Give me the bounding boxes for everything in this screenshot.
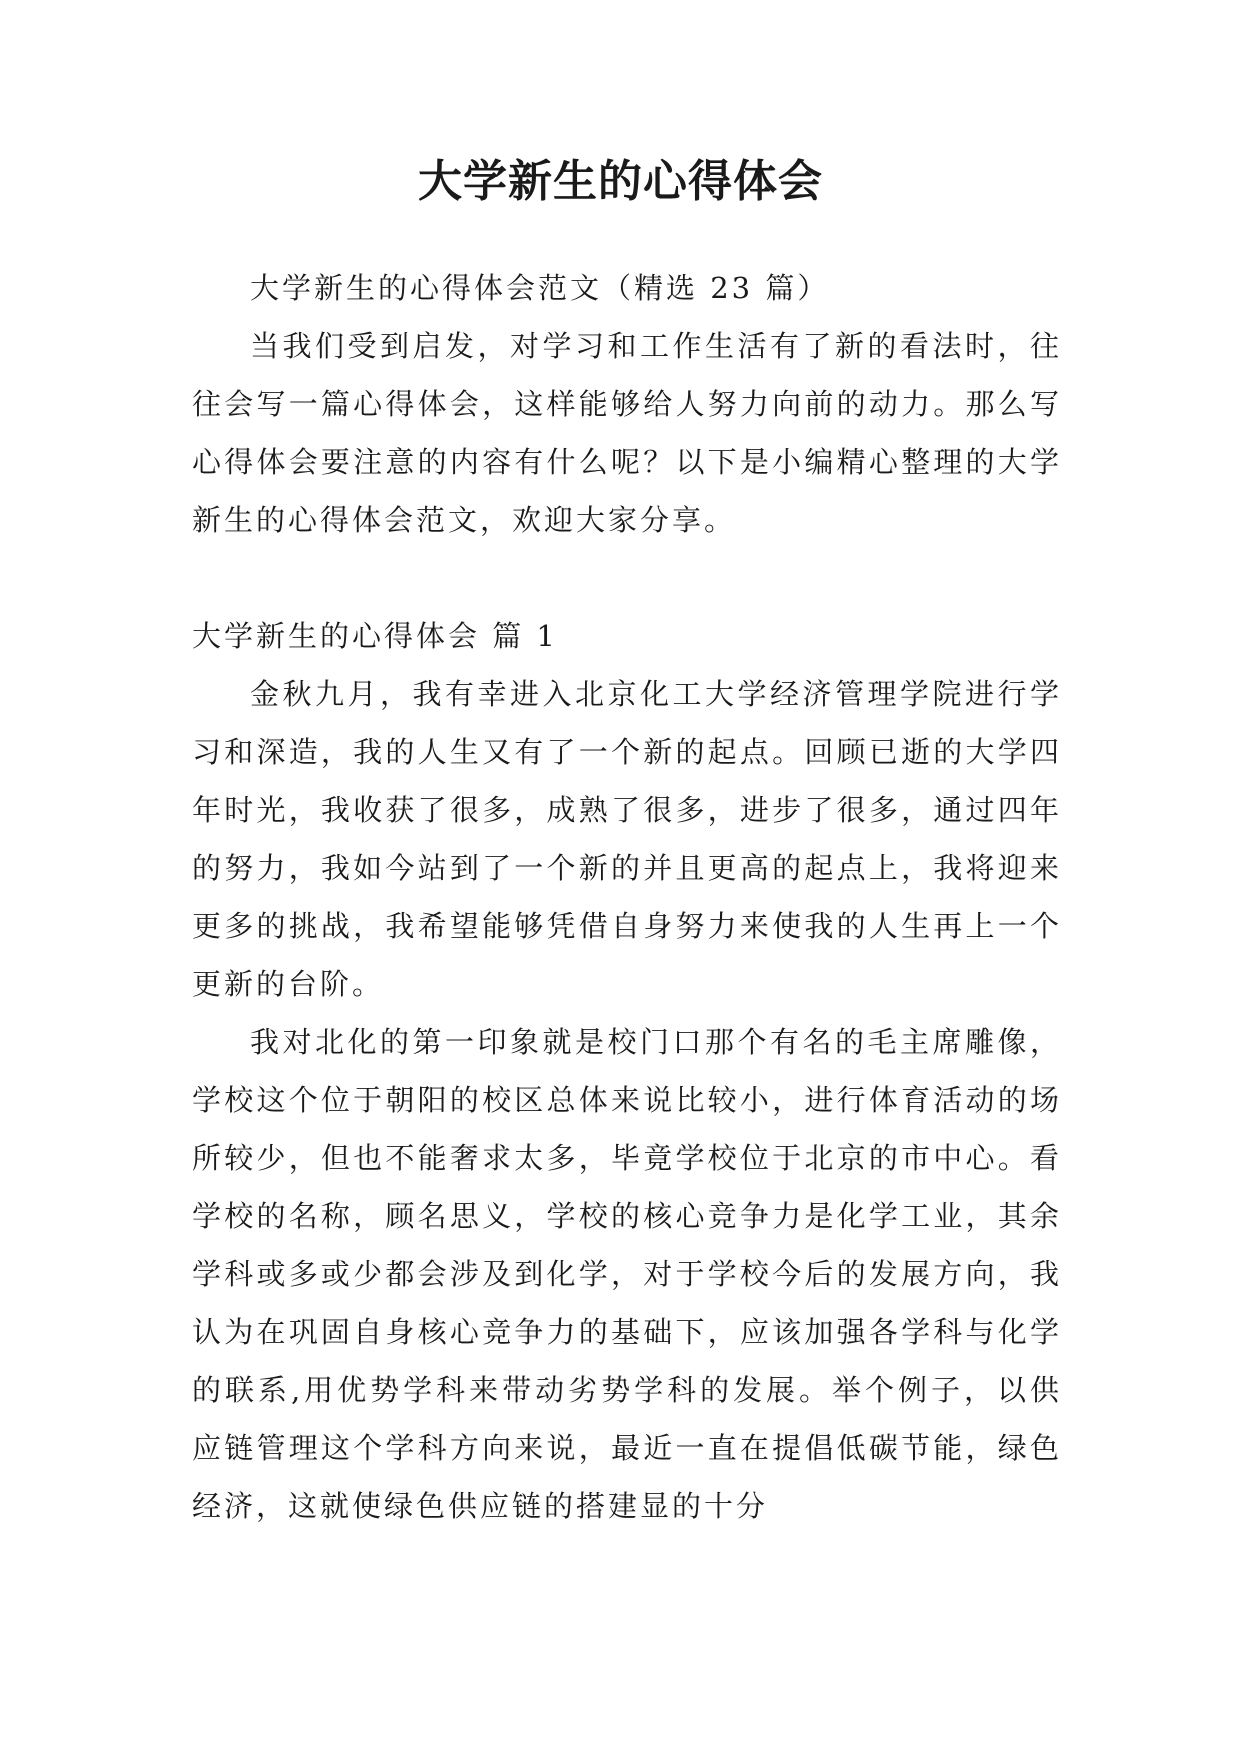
document-body [192,259,1062,1535]
document-title: 大学新生的心得体会 [418,156,823,207]
section-heading: 大学新生的心得体会 篇 1 [192,619,558,653]
document-subtitle: 大学新生的心得体会范文（精选 23 篇） [250,271,830,305]
intro-paragraph: 当我们受到启发，对学习和工作生活有了新的看法时，往往会写一篇心得体会，这样能够给人努力向前的动力。那么写心得体会要注意的内容有什么呢？以下是小编精心整理的大学新生的心得体会范文，欢迎大家分享。 [192,329,1062,537]
body-paragraph: 金秋九月，我有幸进入北京化工大学经济管理学院进行学习和深造，我的人生又有了一个新的起点。回顾已逝的大学四年时光，我收获了很多，成熟了很多，进步了很多，通过四年的努力，我如今站到了一个新的并且更高的起点上，我将迎来更多的挑战，我希望能够凭借自身努力来使我的人生再上一个更新的台阶。 [192,677,1062,1001]
body-paragraph: 我对北化的第一印象就是校门口那个有名的毛主席雕像，学校这个位于朝阳的校区总体来说比较小，进行体育活动的场所较少，但也不能奢求太多，毕竟学校位于北京的市中心。看学校的名称，顾名思义，学校的核心竞争力是化学工业，其余学科或多或少都会涉及到化学，对于学校今后的发展方向，我认为在巩固自身核心竞争力的基础下，应该加强各学科与化学的联系,用优势学科来带动劣势学科的发展。举个例子，以供应链管理这个学科方向来说，最近一直在提倡低碳节能，绿色经济，这就使绿色供应链的搭建显的十分 [192,1025,1062,1523]
